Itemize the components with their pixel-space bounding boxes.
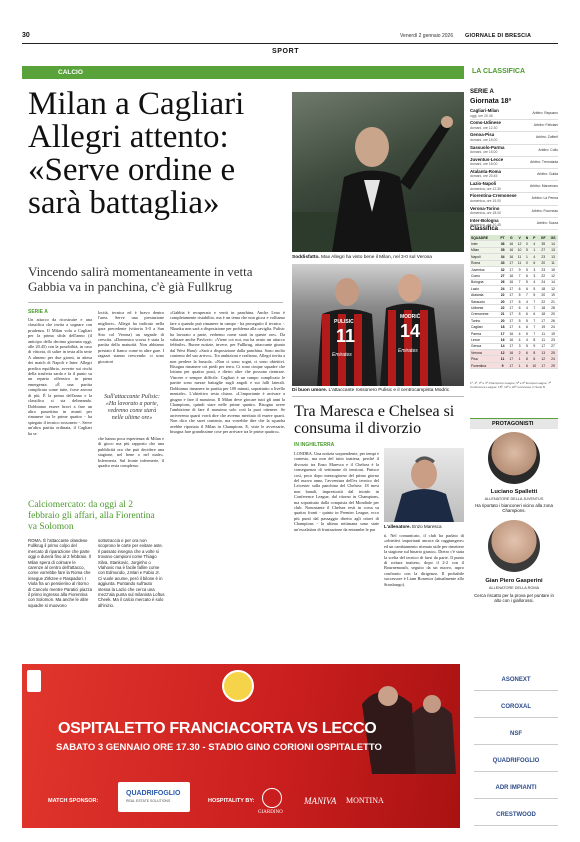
fixture-row bbox=[470, 132, 558, 144]
standings-value: 7 bbox=[524, 292, 530, 298]
standings-value: 27 bbox=[538, 247, 548, 253]
fixture-match: Atalanta-Roma bbox=[470, 168, 501, 174]
fixture-row bbox=[470, 108, 558, 120]
standings-value: 12 bbox=[538, 356, 548, 362]
standings-value: 19 bbox=[548, 292, 558, 298]
gasperini-avatar bbox=[488, 520, 540, 572]
standings-legend: 1ª, 2ª, 3ª e 4ª Champions League; 5ª e 6ª Europa League; 7ª Conference League; 18ª, 19ª e 20ª retrocesse in Serie B bbox=[470, 381, 551, 389]
standings-value: 11 bbox=[538, 330, 548, 336]
ad-match-when: SABATO 3 GENNAIO ORE 17.30 - STADIO GINO CORIONI OSPITALETTO bbox=[56, 742, 382, 753]
standings-value: 20 bbox=[498, 298, 507, 304]
fixture-row bbox=[470, 157, 558, 169]
standings-value: 17 bbox=[507, 260, 515, 266]
standings-value: 7 bbox=[530, 324, 538, 330]
standings-header-cell: N bbox=[525, 235, 529, 240]
standings-value: 19 bbox=[538, 324, 548, 330]
standings-value: 5 bbox=[524, 343, 530, 349]
fixtures-league: SERIE A bbox=[470, 89, 494, 95]
ad-match-sponsor-label: MATCH SPONSOR: bbox=[48, 798, 99, 804]
ad-match-sponsor-sub: REAL ESTATE SOLUTIONS bbox=[126, 799, 171, 803]
standings-value: 7 bbox=[530, 318, 538, 324]
side-sponsor-logo[interactable]: ASONEXT bbox=[474, 670, 558, 691]
standings-value: 17 bbox=[507, 286, 515, 292]
standings-team: Atalanta bbox=[470, 292, 498, 298]
standings-value: 12 bbox=[548, 273, 558, 279]
section-label: SPORT bbox=[272, 48, 300, 55]
ad-badge bbox=[27, 670, 41, 692]
standings-value: 27 bbox=[548, 343, 558, 349]
maresca-kicker: IN INGHILTERRA bbox=[294, 442, 335, 448]
protagonist-1-role: ALLENATORE DELLA JUVENTUS bbox=[484, 497, 544, 501]
standings-value: 32 bbox=[498, 266, 507, 272]
standings-value: 11 bbox=[548, 260, 558, 266]
protagonisti-title: PROTAGONISTI bbox=[492, 421, 534, 427]
standings-value: 5 bbox=[515, 292, 523, 298]
standings-team: Pisa bbox=[470, 356, 498, 362]
standings-value: 10 bbox=[515, 247, 523, 253]
standings-team: Napoli bbox=[470, 254, 498, 260]
standings-value: 20 bbox=[548, 311, 558, 317]
fixture-match: Lazio-Napoli bbox=[470, 181, 497, 187]
protagonist-2-name: Gian Piero Gasperini bbox=[485, 578, 543, 584]
standings-value: 3 bbox=[530, 273, 538, 279]
standings-value: 28 bbox=[548, 305, 558, 311]
page-date: Venerdì 2 gennaio 2026 bbox=[400, 33, 454, 39]
standings-value: 4 bbox=[524, 305, 530, 311]
standings-value: 16 bbox=[507, 254, 515, 260]
standings-value: 11 bbox=[498, 356, 507, 362]
ad-hosp-3: MONTINA bbox=[346, 796, 384, 805]
jersey-name-1: PULISIC bbox=[334, 319, 354, 325]
standings-value: 7 bbox=[515, 279, 523, 285]
standings-value: 16 bbox=[498, 337, 507, 343]
standings-value: 5 bbox=[524, 279, 530, 285]
standings-value: 21 bbox=[548, 298, 558, 304]
side-headline: Calciomercato: da oggi al 2 febbraio gli affari, alla Fiorentina va Solomon bbox=[28, 500, 155, 532]
standings-value: 17 bbox=[538, 362, 548, 368]
main-col-2a: locità, tecnica ed è bravo dentro l'area. Serve una prestazione migliore». Allegri ha indicato nella gara precedente (vittoria 3-0 a San Siro col Verona) un segnale di crescita. «Domenica scorsa è stata la partita della maturità. Non abbiamo prestato il fianco come in altre gare. I ragazzi stanno crescendo: ci sono giocatori bbox=[98, 310, 164, 364]
fixture-time: domani, ore 18.00 bbox=[470, 162, 498, 167]
fixture-referee: Arbitro: Feliciani bbox=[533, 123, 558, 128]
fixture-row bbox=[470, 120, 558, 132]
standings-team: Roma bbox=[470, 260, 498, 266]
standings-value: 35 bbox=[538, 241, 548, 247]
side-sponsor-logo[interactable]: ADR IMPIANTI bbox=[474, 778, 558, 799]
standings-value: 26 bbox=[498, 279, 507, 285]
standings-value: 11 bbox=[515, 254, 523, 260]
standings-value: 18 bbox=[498, 324, 507, 330]
fixture-match: Verona-Torino bbox=[470, 205, 500, 211]
standings-title: Classifica bbox=[470, 226, 499, 232]
fixture-match: Fiorentina-Cremonese bbox=[470, 193, 517, 199]
standings-value: 6 bbox=[515, 298, 523, 304]
standings-value: 17 bbox=[507, 298, 515, 304]
fixture-time: domenica, ore 12.30 bbox=[470, 186, 501, 191]
standings-header-cell: GS bbox=[548, 235, 558, 241]
side-col-2: sottotraccia e per ora non scoprono le carte per evitare aste. Il passato insegna che a volte si trovano campioni come Thiago Silva, Stankovic, Jorginho o Vlahovic ma è facile fallire come con Edmundo, J.Mari e Fabio Jr. Ci vuole acume, però il bilone è in aggiunta. Puntando sull'auto stessa la Lazio che cerca una mezz'ala punta sul milanista Loftus Cheek. Ma il calcio mercato è solo all'inizio. bbox=[98, 538, 165, 608]
side-sponsor-logo[interactable]: QUADRIFOGLIO bbox=[474, 751, 558, 772]
standings-value: 22 bbox=[498, 305, 507, 311]
protagonisti-header bbox=[470, 418, 558, 429]
side-sponsor-logo[interactable]: COROXAL bbox=[474, 697, 558, 718]
fixture-referee: Arbitro: Zufferli bbox=[535, 135, 558, 140]
standings-value: 4 bbox=[524, 298, 530, 304]
fixture-time: domani, ore 12.30 bbox=[470, 125, 498, 130]
standings-value: 13 bbox=[548, 247, 558, 253]
fixtures-list bbox=[470, 108, 558, 230]
fixture-match: Como-Udinese bbox=[470, 120, 501, 126]
standings-value: 5 bbox=[530, 292, 538, 298]
fixture-match: Sassuolo-Parma bbox=[470, 144, 505, 150]
jersey-number-1: 11 bbox=[336, 326, 356, 346]
protagonist-1-name: Luciano Spalletti bbox=[490, 489, 538, 495]
fixture-row bbox=[470, 193, 558, 205]
standings-table bbox=[470, 235, 558, 369]
fixtures-round: Giornata 18ª bbox=[470, 98, 512, 105]
standings-value: 24 bbox=[548, 356, 558, 362]
main-kicker: SERIE A bbox=[28, 309, 48, 315]
fixture-referee: Arbitro: Marcenaro bbox=[529, 184, 558, 189]
standings-value: 13 bbox=[538, 350, 548, 356]
standings-value: 17 bbox=[507, 292, 515, 298]
standings-value: 17 bbox=[507, 266, 515, 272]
standings-value: 9 bbox=[515, 266, 523, 272]
standings-team: Inter bbox=[470, 241, 498, 247]
standings-value: 8 bbox=[530, 337, 538, 343]
standings-value: 5 bbox=[515, 318, 523, 324]
standings-value: 12 bbox=[548, 286, 558, 292]
standings-value: 6 bbox=[524, 362, 530, 368]
standings-value: 5 bbox=[524, 330, 530, 336]
standings-team: Fiorentina bbox=[470, 362, 498, 368]
standings-value: 1 bbox=[515, 362, 523, 368]
standings-value: 12 bbox=[498, 350, 507, 356]
standings-value: 36 bbox=[498, 241, 507, 247]
standings-value: 4 bbox=[515, 337, 523, 343]
fixture-time: domani, ore 15.00 bbox=[470, 150, 498, 155]
standings-value: 21 bbox=[498, 311, 507, 317]
fixture-referee: Arbitro: La Penna bbox=[531, 196, 558, 201]
fixture-time: domenica, ore 18.00 bbox=[470, 211, 501, 215]
standings-team: Cremonese bbox=[470, 311, 498, 317]
standings-value: 14 bbox=[498, 343, 507, 349]
fixture-referee: Arbitro: Fourneau bbox=[531, 208, 558, 213]
protagonist-2-text: Cerca riscatto per la prova per puntare in alto con i giallorossi. bbox=[474, 593, 554, 604]
standings-value: 20 bbox=[538, 292, 548, 298]
standings-team: Udinese bbox=[470, 305, 498, 311]
standings-team: Genoa bbox=[470, 343, 498, 349]
fixture-referee: Arbitro: Sozza bbox=[536, 220, 558, 225]
main-subhead: Vincendo salirà momentaneamente in vetta Gabbia va in panchina, c'è già Fullkrug bbox=[28, 264, 253, 294]
standings-value: 6 bbox=[524, 350, 530, 356]
fixture-time: domani, ore 15.00 bbox=[470, 137, 498, 142]
standings-value: 1 bbox=[530, 247, 538, 253]
standings-header-cell: V bbox=[515, 235, 523, 241]
standings-value: 22 bbox=[538, 273, 548, 279]
players-figure bbox=[292, 264, 464, 386]
standings-team: Torino bbox=[470, 318, 498, 324]
standings-value: 6 bbox=[524, 286, 530, 292]
ad-hosp-1: GIARDINO bbox=[258, 810, 283, 815]
standings-value: 18 bbox=[538, 311, 548, 317]
fixture-match: Juventus-Lecce bbox=[470, 156, 504, 162]
standings-value: 11 bbox=[538, 337, 548, 343]
standings-value: 4 bbox=[530, 241, 538, 247]
standings-value: 7 bbox=[530, 305, 538, 311]
protagonist-1-text: Ha riportato i bianconeri vicino alla zona Champions. bbox=[475, 503, 553, 514]
standings-value: 8 bbox=[530, 350, 538, 356]
standings-value: 6 bbox=[530, 311, 538, 317]
standings-value: 24 bbox=[498, 286, 507, 292]
standings-value: 5 bbox=[524, 247, 530, 253]
standings-value: 8 bbox=[524, 356, 530, 362]
fixture-referee: Arbitro: Collu bbox=[538, 147, 558, 152]
standings-value: 17 bbox=[507, 324, 515, 330]
standings-team: Parma bbox=[470, 330, 498, 336]
ad-match-sponsor-box bbox=[118, 782, 190, 812]
spalletti-avatar bbox=[488, 432, 540, 484]
standings-value: 6 bbox=[524, 324, 530, 330]
standings-value: 6 bbox=[515, 286, 523, 292]
standings-value: 2 bbox=[515, 350, 523, 356]
standings-value: 25 bbox=[548, 350, 558, 356]
standings-value: 8 bbox=[530, 356, 538, 362]
main-col-1: Un attacco da ricostruire e una classifica che invita a sognare con prudenza. Il Milan vola a Cagliari per la prima sfida dell'anno (il anticipo della decima giornata oggi, alle 20.45) con la possibilità, in caso di vittoria, di salire in testa alla serie A almeno per due giorni, in attesa dei match di Napoli e Inter. Allegri predica equilibrio, avverte sui rischi della trasferta sarda e fa il punto su un reparto offensivo in piena emergenza. «È una partita complicata come tutte, forse ancora di più. È la prima dell'anno e la classifica si sta delineando. Dobbiamo essere bravi a fare un altro passettino in avanti per rimanere tra le prime quattro - ha spiegato il tecnico rossonero -. Serve un'altra partita ordinata, il Cagliari ha se bbox=[28, 317, 92, 436]
fixture-time: domenica, ore 15.00 bbox=[470, 198, 501, 203]
standings-value: 13 bbox=[548, 254, 558, 260]
standings-value: 17 bbox=[538, 318, 548, 324]
standings-value: 23 bbox=[538, 266, 548, 272]
maresca-col-1: LONDRA. Una notizia sorprendente, per tempi e contesto, ma non del tutto inattesa, perché il divorzio tra Enzo Maresca e il Chelsea è la conseguenza di settimane di tensioni. Finisce così, poco dopo mezzogiorno del primo giorno del nuovo anno, l'avventura dell'ex tecnico del Leicester sulla panchina del Chelsea: 18 mesi non banali, impreziositi dal trionfo in Conference League, dal ritorno in Champions, ma soprattutto dalla conquista del Mondiale per club. Nonostante il Chelsea resti in corsa su quattro fronti - quinto in Premier League, ecco più punti dal passaggio diretto agli ottavi di Champions - la ultima settimana sono state un'escalation di frustrazione da entrambe le par bbox=[294, 451, 379, 532]
standings-value: 23 bbox=[548, 337, 558, 343]
maresca-col-2: ti. Nel comunicato, il club ha parlato di «obiettivi importanti ancora da raggiungere» ed un cambiamento ritenuto utile per rimettere la stagione sul binario giusto». Dietro c'è stata la scelta del tecnico di farsi da parte. Il punto di rottura inatteso, dopo il 2-2 con il Bournemouth, seguito da un nuovo, aspro confronto con la dirigenza. Il probabile successore è Liam Rosenior (attualmente allo Strasburgo). bbox=[384, 533, 464, 587]
standings-value: 18 bbox=[538, 286, 548, 292]
maresca-headline: Tra Maresca e Chelsea si consuma il divorzio bbox=[294, 403, 455, 437]
protagonist-2-role: ALLENATORE DELLA ROMA bbox=[488, 586, 540, 590]
side-sponsor-logo[interactable]: NSF bbox=[474, 724, 558, 745]
side-sponsor-logo[interactable]: CRESTWOOD bbox=[474, 805, 558, 826]
standings-team: Lecce bbox=[470, 337, 498, 343]
ad-hosp-1-icon bbox=[262, 788, 282, 808]
fixture-referee: Arbitro: Tremolada bbox=[530, 159, 558, 164]
fixture-row bbox=[470, 181, 558, 193]
standings-value: 11 bbox=[515, 260, 523, 266]
standings-value: 16 bbox=[507, 350, 515, 356]
main-headline: Milan a Cagliari Allegri attento: «Serve ordine e sarà battaglia» bbox=[28, 86, 245, 221]
standings-value: 6 bbox=[515, 305, 523, 311]
maresca-photo-caption: L'allenatore. Enzo Maresca bbox=[384, 524, 442, 529]
standings-value: 19 bbox=[548, 330, 558, 336]
club-crest-icon bbox=[222, 670, 254, 702]
standings-value: 24 bbox=[538, 279, 548, 285]
standings-value: 15 bbox=[548, 266, 558, 272]
fixture-referee: Arbitro: Guida bbox=[537, 171, 558, 176]
standings-value: 22 bbox=[498, 292, 507, 298]
standings-value: 23 bbox=[538, 254, 548, 260]
standings-value: 35 bbox=[498, 247, 507, 253]
standings-value: 4 bbox=[530, 254, 538, 260]
standings-value: 17 bbox=[507, 311, 515, 317]
standings-value: 5 bbox=[524, 266, 530, 272]
maresca-figure bbox=[384, 448, 464, 522]
standings-value: 16 bbox=[507, 247, 515, 253]
jersey-number-2: 14 bbox=[400, 321, 421, 341]
standings-team: Sassuolo bbox=[470, 298, 498, 304]
category-label: CALCIO bbox=[58, 69, 83, 76]
ad-hosp-2: MANIVA bbox=[304, 796, 337, 806]
standings-value: 17 bbox=[507, 318, 515, 324]
standings-value: 33 bbox=[498, 260, 507, 266]
jersey-name-2: MODRIĆ bbox=[400, 314, 421, 320]
standings-row bbox=[470, 362, 558, 368]
standings-value: 7 bbox=[530, 298, 538, 304]
standings-value: 16 bbox=[507, 241, 515, 247]
standings-team: Cagliari bbox=[470, 324, 498, 330]
standings-value: 29 bbox=[548, 362, 558, 368]
standings-value: 6 bbox=[524, 311, 530, 317]
standings-value: 16 bbox=[507, 279, 515, 285]
standings-value: 12 bbox=[515, 241, 523, 247]
standings-value: 5 bbox=[515, 311, 523, 317]
allegri-figure bbox=[292, 92, 464, 252]
pulisic-modric-photo bbox=[292, 264, 464, 386]
standings-value: 24 bbox=[548, 324, 558, 330]
standings-value: 27 bbox=[498, 273, 507, 279]
standings-team: Bologna bbox=[470, 279, 498, 285]
category-bar bbox=[22, 66, 464, 79]
standings-header-cell: G bbox=[507, 235, 515, 241]
fixture-time: oggi, ore 20.45 bbox=[470, 113, 493, 118]
standings-value: 1 bbox=[524, 254, 530, 260]
standings-value: 1 bbox=[515, 356, 523, 362]
shirt-sponsor-2: Emirates bbox=[398, 348, 418, 354]
standings-value: 17 bbox=[538, 343, 548, 349]
standings-team: Milan bbox=[470, 247, 498, 253]
standings-value: 17 bbox=[507, 343, 515, 349]
standings-value: 4 bbox=[530, 279, 538, 285]
page-number: 30 bbox=[22, 32, 30, 39]
standings-value: 9 bbox=[498, 362, 507, 368]
standings-team: Juventus bbox=[470, 266, 498, 272]
standings-value: 16 bbox=[507, 337, 515, 343]
standings-header-cell: P bbox=[530, 235, 538, 241]
standings-value: 4 bbox=[515, 324, 523, 330]
standings-value: 34 bbox=[498, 254, 507, 260]
photo1-caption: Soddisfatto. Max Allegri ha visto bene il Milan, nel 3-0 sul Verona bbox=[292, 255, 432, 260]
standings-value: 5 bbox=[530, 286, 538, 292]
allegri-photo bbox=[292, 92, 464, 252]
newspaper-name: GIORNALE DI BRESCIA bbox=[465, 33, 532, 39]
standings-value: 7 bbox=[530, 330, 538, 336]
fixture-referee: Arbitro: Rapuano bbox=[532, 111, 558, 115]
standings-value: 3 bbox=[515, 343, 523, 349]
standings-header-cell: GF bbox=[538, 235, 548, 241]
standings-label: LA CLASSIFICA bbox=[472, 68, 526, 75]
pull-quote: Sull'attaccante Pulisic: «Ha lavorato a parte, vedremo come starà nelle ultime ore» bbox=[104, 394, 160, 421]
standings-value: 6 bbox=[530, 260, 538, 266]
fixture-time: domenica, ore 20.45 bbox=[470, 223, 501, 228]
side-sponsors bbox=[474, 670, 558, 832]
ad-hospitality-label: HOSPITALITY BY: bbox=[208, 798, 255, 804]
fixture-match: Inter-Bologna bbox=[470, 217, 499, 223]
maresca-photo bbox=[384, 448, 464, 522]
standings-table-wrap bbox=[470, 235, 558, 369]
standings-value: 10 bbox=[530, 362, 538, 368]
standings-value: 4 bbox=[524, 337, 530, 343]
fixture-time: domani, ore 20.45 bbox=[470, 174, 498, 179]
fixture-row bbox=[470, 169, 558, 181]
standings-value: 7 bbox=[515, 273, 523, 279]
fixture-match: Genoa-Pisa bbox=[470, 132, 495, 138]
standings-value: 3 bbox=[530, 266, 538, 272]
standings-value: 26 bbox=[548, 318, 558, 324]
standings-value: 22 bbox=[538, 298, 548, 304]
standings-header-cell: SQUADRE bbox=[470, 235, 498, 241]
main-col-2b: che hanno poca esperienza di Milan e di gioco ma più rapporto che una pubblicità ora che può decidere una stagione, nel bene o nel male». Infermeria. Sul fronte infermerie, il quadro resta complesso. bbox=[98, 436, 164, 469]
standings-value: 20 bbox=[538, 260, 548, 266]
standings-value: 16 bbox=[507, 273, 515, 279]
standings-team: Lazio bbox=[470, 286, 498, 292]
photo2-caption: Di buon umore. L'attaccante rossonero Pulisic e il centrocampista Modric bbox=[292, 388, 450, 393]
ad-match-sponsor: QUADRIFOGLIO bbox=[126, 790, 181, 797]
standings-value: 0 bbox=[524, 241, 530, 247]
standings-value: 0 bbox=[524, 260, 530, 266]
standings-value: 16 bbox=[507, 330, 515, 336]
standings-value: 9 bbox=[530, 343, 538, 349]
standings-value: 6 bbox=[524, 273, 530, 279]
shirt-sponsor: Emirates bbox=[332, 352, 352, 358]
standings-team: Verona bbox=[470, 350, 498, 356]
main-col-3: «Gabbia è recuperato e verrà in panchina. Anche Leao è completamente ristabilito, ma è un tema che non gioca e volliamo fare a quando può rimanere in campo - ha proseguito il tecnico -. Nkunku non sarà a disposizione per problema alla caviglia. Pulisic ha lavorato a parte, vedremo come starà in queste ore». Da valutare anche Pavlovic: «Viene cot noi, ma ha avuto un attacco febbrile». Buone notizie, invece, per Fullkrug, attaccante giunto dal West Ham): «Sarà a disposizione dalla panchina. Sono molto contento del suo arrivo». Tra ambizioni e realismo, Allegri invita a non perdere la bussola. «Non ci sono sogni, ci sono obiettivi. Bisogna rimanere coi piedi per terra. Ci sono cinque squadre che lottano per quattro posti, e dietro altre che possono rientrare. Vincere e sempre difficile. Cagliari è un campo complicato le partite sono mezze battaglie sugli angoli e sui falli laterali. Dobbiamo rimanere in partita per 100 minuti, soprattutto a livello mentale». L'obiettivo resta chiaro. «L'importante è arrivare a giugno e fare il massimo. Il Milan deve giocare tutti gli anni la Champions, quindi stare nelle prime quattro. Bisogna avere l'ambizione di fare il massimo solo così la puoi ottenere. Se arriveremo quarti vorrà dire che avremo meritato di essere quarti. Non dico che sarei contento, ma vorrebbe dire che la squadra avebbe riportato il Milan in Champions. E, viste le avversarie, bisogna fare grandissime cose per arrivare tra le prime quattro». bbox=[170, 310, 285, 434]
standings-value: 5 bbox=[524, 318, 530, 324]
fixture-match: Cagliari-Milan bbox=[470, 108, 499, 113]
side-col-1: ROMA. È l'attaccante olandese Fullkrug il primo colpo del mercato di riparazione che parte oggi e durerà fino al 2 febbraio. Il Milan spera di colmare le carenze al centro dell'attacco, come vorrebbe fare la Roma che insegue Zirkzee e Raspadori. I Viola fra un pensierino al ritorno di Cancelo mentre Paratici piazza il primo ingresso alla Fiorentina con Solomon. Ma anche le altre squadre si muovono bbox=[28, 538, 92, 608]
standings-value: 18 bbox=[538, 305, 548, 311]
standings-team: Como bbox=[470, 273, 498, 279]
fixture-row bbox=[470, 206, 558, 218]
standings-value: 17 bbox=[498, 330, 507, 336]
standings-value: 4 bbox=[515, 330, 523, 336]
standings-value: 14 bbox=[548, 279, 558, 285]
standings-value: 14 bbox=[548, 241, 558, 247]
standings-value: 17 bbox=[507, 356, 515, 362]
standings-header-cell: PT bbox=[498, 235, 507, 241]
ad-match-title: OSPITALETTO FRANCIACORTA VS LECCO bbox=[58, 720, 377, 737]
fixture-row bbox=[470, 145, 558, 157]
ad-banner[interactable] bbox=[22, 664, 460, 828]
standings-value: 17 bbox=[507, 305, 515, 311]
standings-value: 20 bbox=[498, 318, 507, 324]
standings-value: 17 bbox=[507, 362, 515, 368]
